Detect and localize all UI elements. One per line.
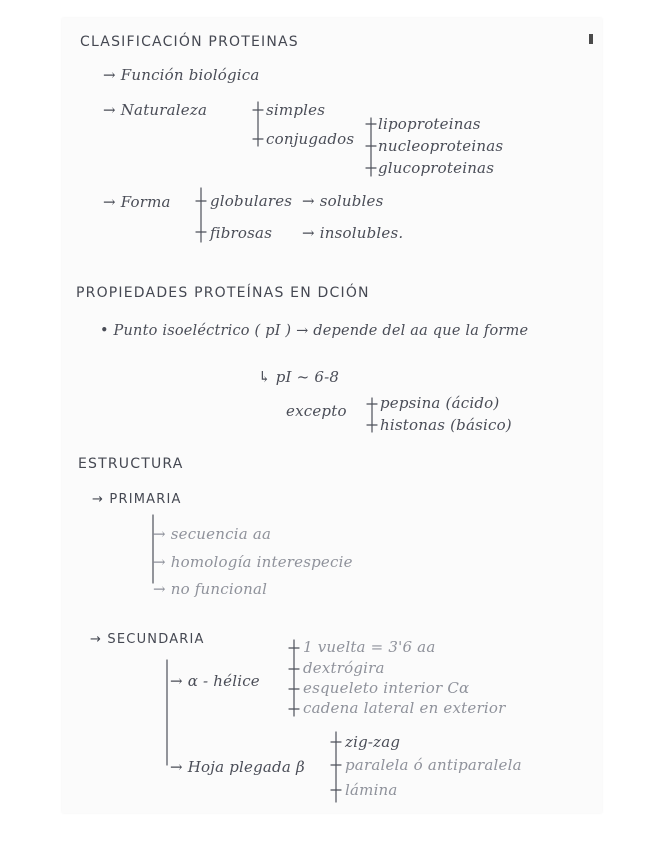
conjugado-tipo: nucleoproteinas [378, 137, 504, 155]
item-primaria: → PRIMARIA [92, 492, 182, 507]
item-solubles: → solubles [302, 192, 384, 210]
item-alfa-helice: → α - hélice [170, 672, 260, 690]
item-simples: simples [266, 101, 326, 119]
item-hoja-plegada: → Hoja plegada β [170, 758, 305, 776]
item-secundaria: → SECUNDARIA [90, 632, 205, 647]
excepcion-item: histonas (básico) [380, 416, 512, 434]
item-funcion-biologica: → Función biológica [103, 66, 260, 84]
alfa-helice-item: esqueleto interior Cα [303, 679, 470, 697]
primaria-item: → secuencia aa [153, 525, 272, 543]
item-punto-isoelectrico: • Punto isoeléctrico ( pI ) → depende del aa que la forme [100, 323, 529, 339]
alfa-helice-item: cadena lateral en exterior [303, 699, 506, 717]
primaria-item: → no funcional [153, 580, 268, 598]
section-title-clasificacion: CLASIFICACIÓN PROTEINAS [80, 34, 299, 50]
item-fibrosas: fibrosas [210, 224, 273, 242]
alfa-helice-item: dextrógira [303, 659, 385, 677]
excepcion-item: pepsina (ácido) [380, 394, 500, 412]
item-globulares: globulares [210, 192, 293, 210]
hoja-plegada-item: zig-zag [345, 733, 401, 751]
section-title-propiedades: PROPIEDADES PROTEÍNAS EN DCIÓN [76, 285, 370, 301]
item-conjugados: conjugados [266, 130, 355, 148]
section-title-estructura: ESTRUCTURA [78, 456, 184, 472]
primaria-item: → homología interespecie [153, 553, 353, 571]
conjugado-tipo: glucoproteinas [378, 159, 495, 177]
item-excepto: excepto [286, 402, 347, 420]
item-pi-range: ↳ pI ~ 6-8 [258, 368, 340, 386]
hoja-plegada-item: lámina [345, 781, 398, 799]
item-forma: → Forma [103, 193, 171, 211]
hoja-plegada-item: paralela ó antiparalela [345, 756, 522, 774]
alfa-helice-item: 1 vuelta = 3'6 aa [303, 638, 436, 656]
item-insolubles: → insolubles. [302, 224, 404, 242]
item-naturaleza: → Naturaleza [103, 101, 208, 119]
conjugado-tipo: lipoproteinas [378, 115, 481, 133]
